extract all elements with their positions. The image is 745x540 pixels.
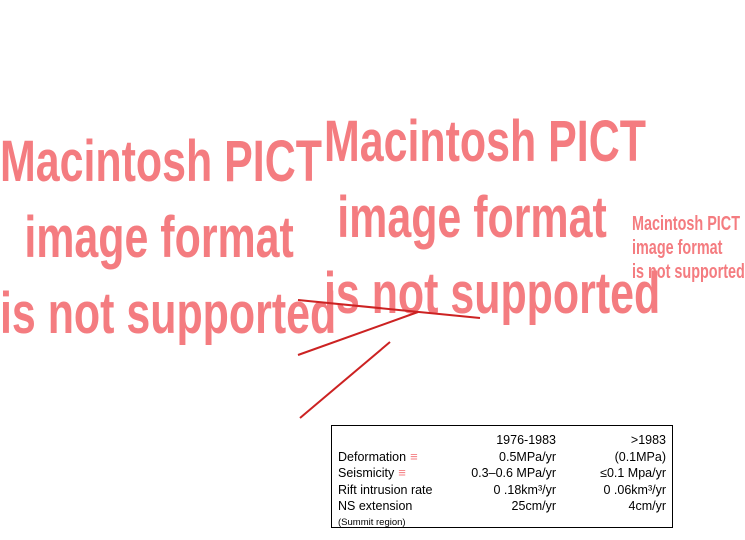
placeholder-line: Macintosh PICT bbox=[324, 109, 646, 174]
equivalence-icon: ≡ bbox=[410, 448, 418, 464]
placeholder-line: image format bbox=[632, 237, 723, 259]
row-label-text: Rift intrusion rate bbox=[338, 482, 433, 497]
connector-line bbox=[298, 312, 418, 355]
column-header: >1983 bbox=[630, 433, 666, 447]
row-label-text: NS extension bbox=[338, 499, 413, 513]
placeholder-line: Macintosh PICT bbox=[0, 129, 322, 194]
placeholder-line: image format bbox=[24, 205, 294, 270]
row-label-text: Deformation bbox=[338, 449, 407, 464]
table-cell: 0 .18km³/yr bbox=[493, 482, 556, 497]
period-1976-1983-column bbox=[452, 432, 556, 515]
footnote: (Summit region) bbox=[338, 516, 406, 528]
table-cell: 4cm/yr bbox=[628, 499, 666, 513]
table-cell: (0.1MPa) bbox=[614, 449, 666, 464]
row-label-text: Seismicity bbox=[338, 466, 395, 480]
period-after-1983-column bbox=[570, 432, 666, 515]
row-labels-column bbox=[338, 432, 432, 531]
row-label bbox=[338, 465, 432, 482]
row-label bbox=[338, 498, 432, 515]
table-cell: ≤0.1 Mpa/yr bbox=[600, 466, 666, 480]
row-label bbox=[338, 449, 432, 466]
table-cell: 0 .06km³/yr bbox=[603, 482, 666, 497]
rates-table bbox=[331, 425, 673, 528]
placeholder-line: is not supported bbox=[632, 261, 745, 283]
row-label bbox=[338, 482, 432, 499]
placeholder-line: is not supported bbox=[324, 261, 661, 326]
placeholder-line: is not supported bbox=[0, 281, 337, 346]
connector-line bbox=[298, 300, 480, 318]
table-cell: 25cm/yr bbox=[511, 499, 556, 513]
equivalence-icon: ≡ bbox=[398, 465, 406, 480]
connector-line bbox=[300, 342, 390, 418]
header-spacer bbox=[338, 432, 432, 449]
placeholder-line: image format bbox=[337, 185, 607, 250]
column-header: 1976-1983 bbox=[496, 433, 556, 447]
table-cell: 0.3–0.6 MPa/yr bbox=[471, 466, 556, 480]
placeholder-line: Macintosh PICT bbox=[632, 213, 741, 235]
table-cell: 0.5MPa/yr bbox=[499, 449, 556, 464]
